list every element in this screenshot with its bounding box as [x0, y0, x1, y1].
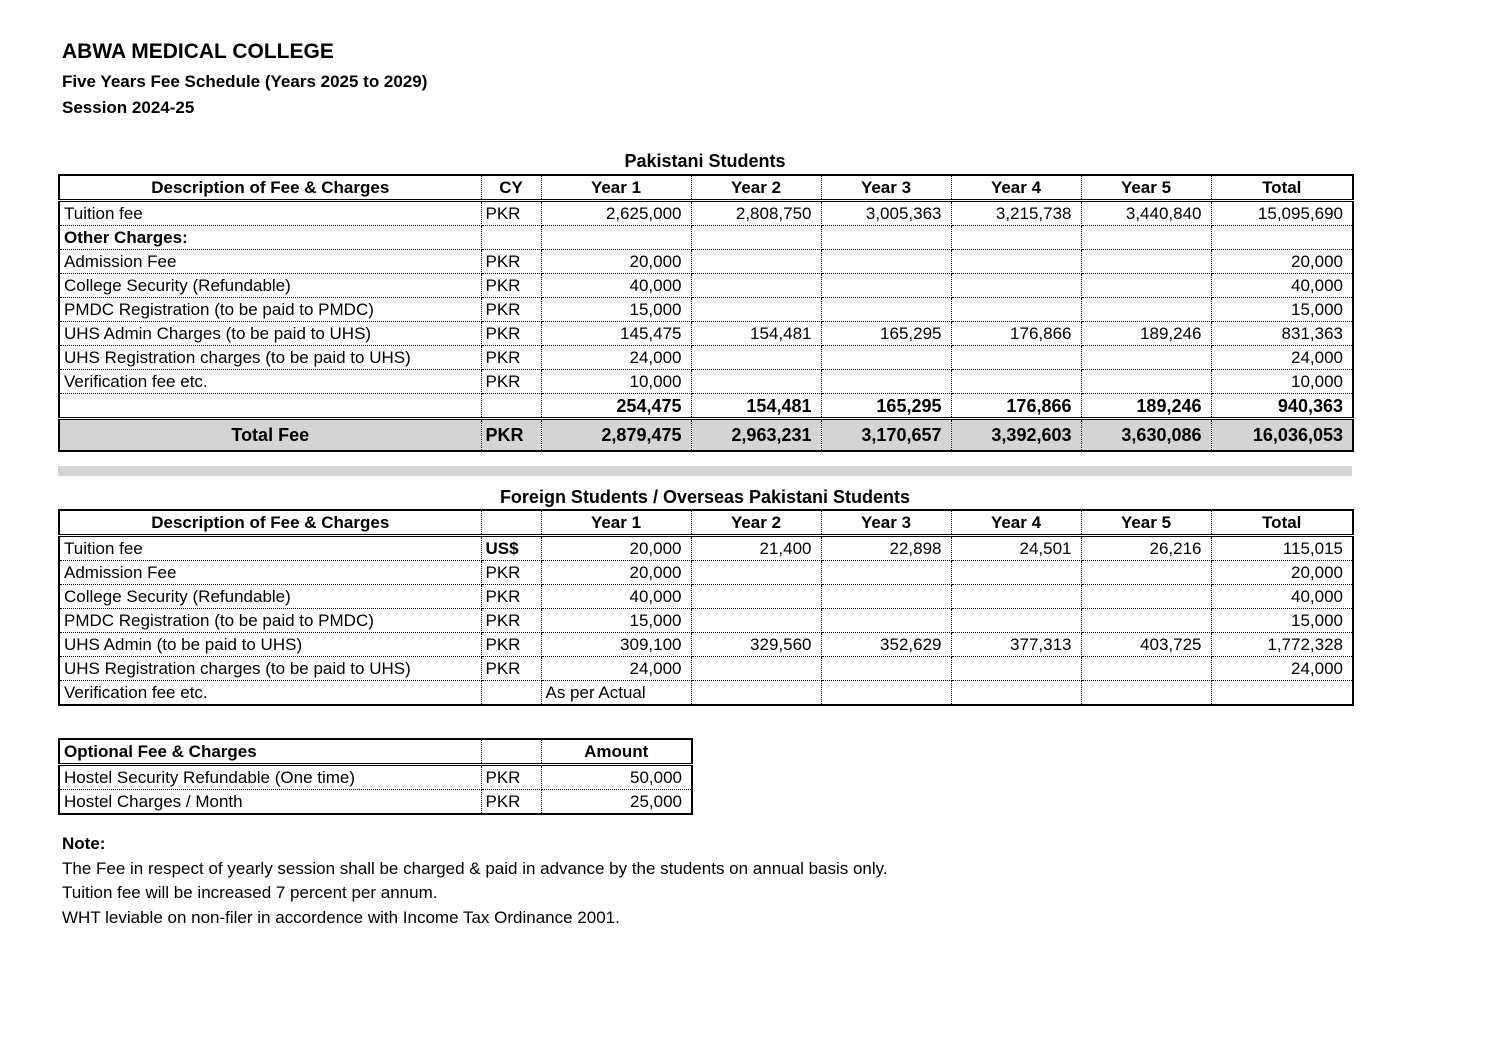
currency-cell: PKR	[481, 250, 541, 274]
pakistani-fee-table	[58, 174, 1354, 452]
amount-cell: 15,000	[541, 609, 691, 633]
amount-cell	[541, 226, 691, 250]
amount-cell	[691, 274, 821, 298]
optional-fee-table	[58, 738, 693, 815]
amount-cell: 3,215,738	[951, 201, 1081, 226]
amount-cell	[691, 370, 821, 394]
currency-cell: PKR	[481, 633, 541, 657]
amount-cell	[1211, 226, 1353, 250]
amount-cell: 154,481	[691, 322, 821, 346]
amount-cell	[821, 346, 951, 370]
amount-cell: 3,392,603	[951, 419, 1081, 452]
fee-description: Hostel Security Refundable (One time)	[59, 765, 481, 790]
table-row	[59, 585, 1353, 609]
amount-cell: 40,000	[541, 274, 691, 298]
amount-cell: 3,005,363	[821, 201, 951, 226]
amount-cell	[951, 298, 1081, 322]
fee-description: Verification fee etc.	[59, 370, 481, 394]
currency-cell: PKR	[481, 561, 541, 585]
table-row	[59, 250, 1353, 274]
amount-cell	[691, 561, 821, 585]
amount-cell	[691, 226, 821, 250]
amount-cell	[1211, 681, 1353, 706]
table-row	[59, 609, 1353, 633]
fee-description: Total Fee	[59, 419, 481, 452]
currency-cell: PKR	[481, 657, 541, 681]
amount-cell	[821, 250, 951, 274]
fee-description: UHS Registration charges (to be paid to UHS)	[59, 346, 481, 370]
amount-cell: 377,313	[951, 633, 1081, 657]
fee-description: UHS Admin Charges (to be paid to UHS)	[59, 322, 481, 346]
amount-cell: 26,216	[1081, 536, 1211, 561]
column-header	[481, 739, 541, 765]
fee-description: Tuition fee	[59, 536, 481, 561]
amount-cell	[951, 657, 1081, 681]
amount-cell	[951, 681, 1081, 706]
column-header: Year 2	[691, 175, 821, 201]
amount-cell: 24,000	[541, 657, 691, 681]
column-header: Description of Fee & Charges	[59, 175, 481, 201]
pakistani-students-title: Pakistani Students	[624, 151, 786, 171]
table-row	[59, 298, 1353, 322]
amount-cell	[821, 370, 951, 394]
note-line: WHT leviable on non-filer in accordence with Income Tax Ordinance 2001.	[62, 907, 620, 927]
table-row	[59, 790, 692, 815]
column-header: Total	[1211, 175, 1353, 201]
amount-cell: 940,363	[1211, 394, 1353, 419]
amount-cell	[951, 250, 1081, 274]
column-header: Year 3	[821, 175, 951, 201]
amount-cell	[821, 298, 951, 322]
amount-cell: 165,295	[821, 394, 951, 419]
currency-cell: US$	[481, 536, 541, 561]
subtotal-row	[59, 394, 1353, 419]
table-row	[59, 536, 1353, 561]
amount-cell: 3,440,840	[1081, 201, 1211, 226]
amount-cell	[1081, 657, 1211, 681]
amount-cell: 254,475	[541, 394, 691, 419]
table-row	[59, 346, 1353, 370]
currency-cell	[481, 681, 541, 706]
fee-description	[59, 394, 481, 419]
amount-cell	[821, 681, 951, 706]
amount-cell: 22,898	[821, 536, 951, 561]
amount-cell: 154,481	[691, 394, 821, 419]
amount-cell: 15,000	[1211, 609, 1353, 633]
fee-description: College Security (Refundable)	[59, 585, 481, 609]
column-header: Year 2	[691, 510, 821, 536]
table-row	[59, 765, 692, 790]
amount-cell: 20,000	[541, 250, 691, 274]
amount-cell	[1081, 226, 1211, 250]
currency-cell	[481, 226, 541, 250]
fee-description: UHS Admin (to be paid to UHS)	[59, 633, 481, 657]
currency-cell: PKR	[481, 609, 541, 633]
amount-cell: 10,000	[541, 370, 691, 394]
foreign-students-title: Foreign Students / Overseas Pakistani Students	[499, 487, 911, 507]
amount-cell: 16,036,053	[1211, 419, 1353, 452]
amount-cell: 24,000	[541, 346, 691, 370]
column-header: Year 4	[951, 175, 1081, 201]
fee-description: Other Charges:	[59, 226, 481, 250]
amount-cell: 3,630,086	[1081, 419, 1211, 452]
currency-cell: PKR	[481, 585, 541, 609]
currency-cell: PKR	[481, 322, 541, 346]
column-header: CY	[481, 175, 541, 201]
currency-cell	[481, 394, 541, 419]
amount-cell	[1081, 609, 1211, 633]
amount-cell	[691, 250, 821, 274]
fee-description: Admission Fee	[59, 250, 481, 274]
amount-cell	[1081, 346, 1211, 370]
schedule-title: Five Years Fee Schedule (Years 2025 to 2029)	[62, 72, 428, 91]
fee-description: College Security (Refundable)	[59, 274, 481, 298]
column-header: Amount	[541, 739, 692, 765]
fee-description: Tuition fee	[59, 201, 481, 226]
amount-cell: 2,808,750	[691, 201, 821, 226]
fee-description: PMDC Registration (to be paid to PMDC)	[59, 609, 481, 633]
column-header: Year 1	[541, 510, 691, 536]
amount-cell	[951, 346, 1081, 370]
notes-title: Note:	[62, 834, 106, 853]
table-row	[59, 633, 1353, 657]
amount-cell	[821, 657, 951, 681]
table-row	[59, 657, 1353, 681]
table-row	[59, 561, 1353, 585]
currency-cell: PKR	[481, 346, 541, 370]
amount-cell	[951, 226, 1081, 250]
amount-cell	[1081, 681, 1211, 706]
amount-cell: 2,625,000	[541, 201, 691, 226]
currency-cell: PKR	[481, 765, 541, 790]
amount-cell	[691, 609, 821, 633]
amount-cell: 176,866	[951, 322, 1081, 346]
table-row	[59, 322, 1353, 346]
column-header: Optional Fee & Charges	[59, 739, 481, 765]
currency-cell: PKR	[481, 370, 541, 394]
table-row	[59, 681, 1353, 706]
amount-cell: 24,000	[1211, 657, 1353, 681]
amount-cell: 25,000	[541, 790, 692, 815]
amount-cell	[691, 346, 821, 370]
amount-cell: 115,015	[1211, 536, 1353, 561]
amount-cell	[821, 561, 951, 585]
column-header: Year 3	[821, 510, 951, 536]
amount-cell: 24,000	[1211, 346, 1353, 370]
note-line: The Fee in respect of yearly session shall be charged & paid in advance by the students on annual basis only.	[62, 858, 888, 878]
amount-cell	[821, 274, 951, 298]
amount-cell	[1081, 298, 1211, 322]
amount-cell: 329,560	[691, 633, 821, 657]
currency-cell: PKR	[481, 274, 541, 298]
college-name: ABWA MEDICAL COLLEGE	[62, 40, 334, 63]
amount-cell	[951, 370, 1081, 394]
amount-cell: 15,000	[1211, 298, 1353, 322]
amount-cell: 50,000	[541, 765, 692, 790]
amount-cell: 10,000	[1211, 370, 1353, 394]
table-row	[59, 201, 1353, 226]
note-line: Tuition fee will be increased 7 percent per annum.	[62, 883, 438, 902]
amount-cell	[951, 561, 1081, 585]
table-row	[59, 226, 1353, 250]
amount-cell: 176,866	[951, 394, 1081, 419]
amount-cell: 403,725	[1081, 633, 1211, 657]
column-header: Year 1	[541, 175, 691, 201]
amount-cell: 20,000	[541, 561, 691, 585]
amount-cell: 40,000	[541, 585, 691, 609]
amount-cell: 40,000	[1211, 585, 1353, 609]
amount-cell	[821, 609, 951, 633]
amount-cell: 189,246	[1081, 394, 1211, 419]
currency-cell: PKR	[481, 298, 541, 322]
amount-cell: 2,963,231	[691, 419, 821, 452]
amount-cell: 20,000	[541, 536, 691, 561]
column-header: Year 4	[951, 510, 1081, 536]
notes-section	[62, 832, 888, 930]
currency-cell: PKR	[481, 419, 541, 452]
amount-cell	[1081, 250, 1211, 274]
amount-cell: 24,501	[951, 536, 1081, 561]
amount-cell: 20,000	[1211, 561, 1353, 585]
amount-cell: 2,879,475	[541, 419, 691, 452]
table-header-row	[59, 510, 1353, 536]
amount-cell: 15,095,690	[1211, 201, 1353, 226]
amount-cell	[691, 298, 821, 322]
currency-cell: PKR	[481, 201, 541, 226]
amount-cell	[821, 226, 951, 250]
total-row-shadow	[58, 466, 1352, 476]
column-header: Total	[1211, 510, 1353, 536]
table-row	[59, 370, 1353, 394]
fee-description: Verification fee etc.	[59, 681, 481, 706]
column-header: Year 5	[1081, 175, 1211, 201]
amount-cell: 352,629	[821, 633, 951, 657]
currency-cell: PKR	[481, 790, 541, 815]
amount-cell: 40,000	[1211, 274, 1353, 298]
amount-cell: 145,475	[541, 322, 691, 346]
amount-cell: As per Actual	[541, 681, 691, 706]
amount-cell: 20,000	[1211, 250, 1353, 274]
fee-description: Hostel Charges / Month	[59, 790, 481, 815]
amount-cell	[951, 609, 1081, 633]
foreign-fee-table	[58, 509, 1354, 706]
amount-cell	[691, 585, 821, 609]
amount-cell	[1081, 274, 1211, 298]
fee-description: UHS Registration charges (to be paid to UHS)	[59, 657, 481, 681]
amount-cell	[691, 657, 821, 681]
amount-cell: 3,170,657	[821, 419, 951, 452]
amount-cell: 831,363	[1211, 322, 1353, 346]
column-header: Year 5	[1081, 510, 1211, 536]
amount-cell	[951, 274, 1081, 298]
amount-cell	[1081, 561, 1211, 585]
amount-cell	[821, 585, 951, 609]
amount-cell	[951, 585, 1081, 609]
table-row	[59, 274, 1353, 298]
amount-cell	[691, 681, 821, 706]
amount-cell	[1081, 370, 1211, 394]
table-header-row	[59, 739, 692, 765]
amount-cell: 189,246	[1081, 322, 1211, 346]
amount-cell: 1,772,328	[1211, 633, 1353, 657]
amount-cell: 165,295	[821, 322, 951, 346]
total-fee-row	[59, 419, 1353, 452]
session-label: Session 2024-25	[62, 98, 195, 117]
amount-cell: 309,100	[541, 633, 691, 657]
amount-cell	[1081, 585, 1211, 609]
amount-cell: 21,400	[691, 536, 821, 561]
fee-description: Admission Fee	[59, 561, 481, 585]
column-header: Description of Fee & Charges	[59, 510, 481, 536]
column-header	[481, 510, 541, 536]
fee-description: PMDC Registration (to be paid to PMDC)	[59, 298, 481, 322]
amount-cell: 15,000	[541, 298, 691, 322]
table-header-row	[59, 175, 1353, 201]
